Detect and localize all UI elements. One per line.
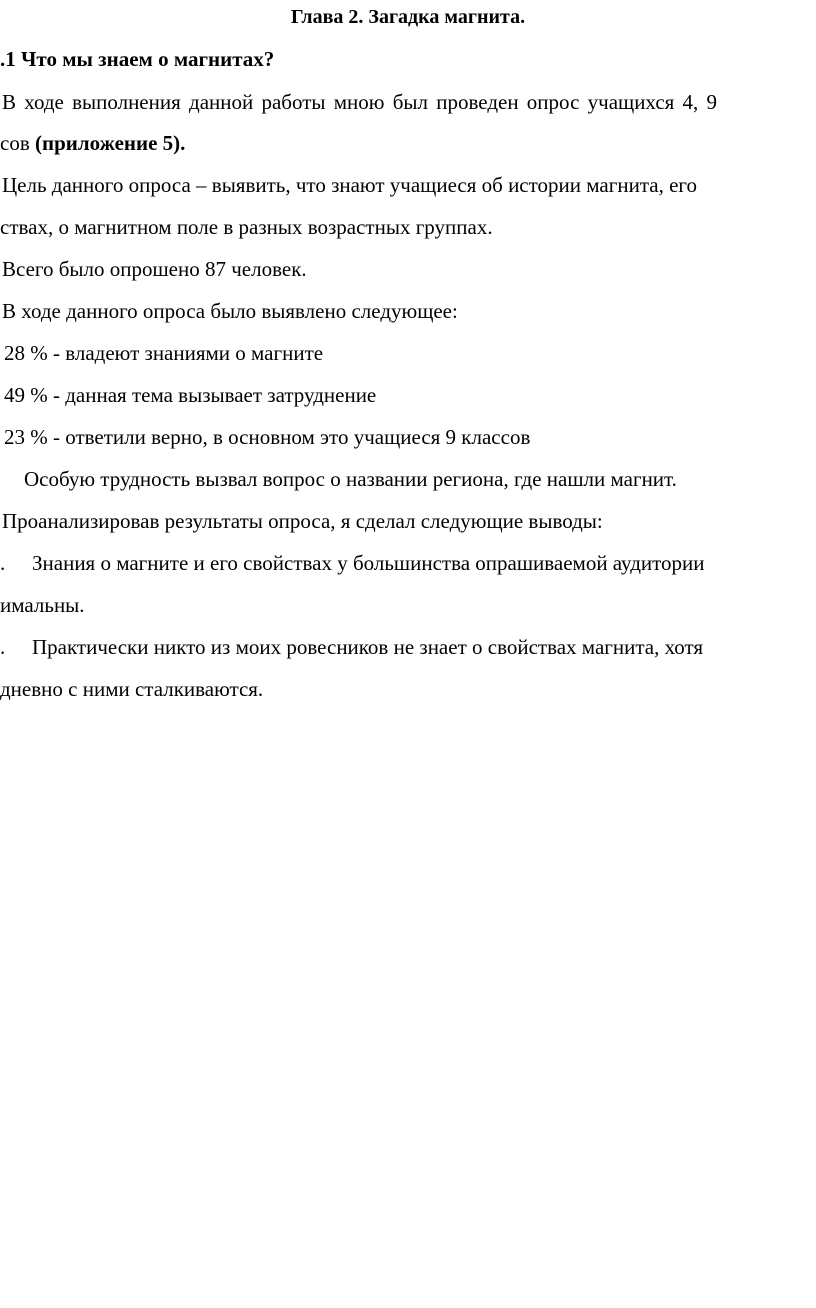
stat-item-2: 49 % - данная тема вызывает затруднение bbox=[4, 383, 377, 407]
conclusion-1-line-2: имальны. bbox=[0, 593, 85, 617]
difficulty-paragraph: Особую трудность вызвал вопрос о названии региона, где нашли магнит. bbox=[24, 467, 677, 491]
appendix-reference: (приложение 5). bbox=[35, 131, 186, 155]
conclusion-1-marker: . bbox=[0, 551, 6, 575]
conclusion-2-line-1 bbox=[0, 634, 816, 660]
section-title: .1 Что мы знаем о магнитах? bbox=[0, 47, 275, 71]
survey-paragraph-line-1: В ходе выполнения данной работы мною был проведен опрос учащихся 4, 9 bbox=[2, 90, 718, 114]
stat-item-3: 23 % - ответили верно, в основном это учащиеся 9 классов bbox=[4, 425, 531, 449]
conclusion-2-text: Практически никто из моих ровесников не знает о свойствах магнита, хотя bbox=[32, 635, 704, 659]
goal-paragraph-line-1: Цель данного опроса – выявить, что знают учащиеся об истории магнита, его bbox=[2, 173, 697, 197]
stat-item-1: 28 % - владеют знаниями о магните bbox=[4, 341, 324, 365]
conclusion-1-line-1 bbox=[0, 550, 816, 576]
conclusions-intro: Проанализировав результаты опроса, я сделал следующие выводы: bbox=[2, 509, 603, 533]
survey-findings-intro: В ходе данного опроса было выявлено следующее: bbox=[2, 299, 458, 323]
conclusion-2-marker: . bbox=[0, 635, 6, 659]
conclusion-1-text: Знания о магните и его свойствах у большинства опрашиваемой аудитории bbox=[32, 551, 705, 575]
goal-paragraph-line-2: ствах, о магнитном поле в разных возрастных группах. bbox=[0, 215, 493, 239]
total-respondents: Всего было опрошено 87 человек. bbox=[2, 257, 307, 281]
survey-paragraph-line-2-text: сов bbox=[0, 131, 35, 155]
survey-paragraph-line-2 bbox=[0, 130, 816, 156]
chapter-title: Глава 2. Загадка магнита. bbox=[290, 6, 526, 28]
conclusion-2-line-2: дневно с ними сталкиваются. bbox=[0, 677, 264, 701]
